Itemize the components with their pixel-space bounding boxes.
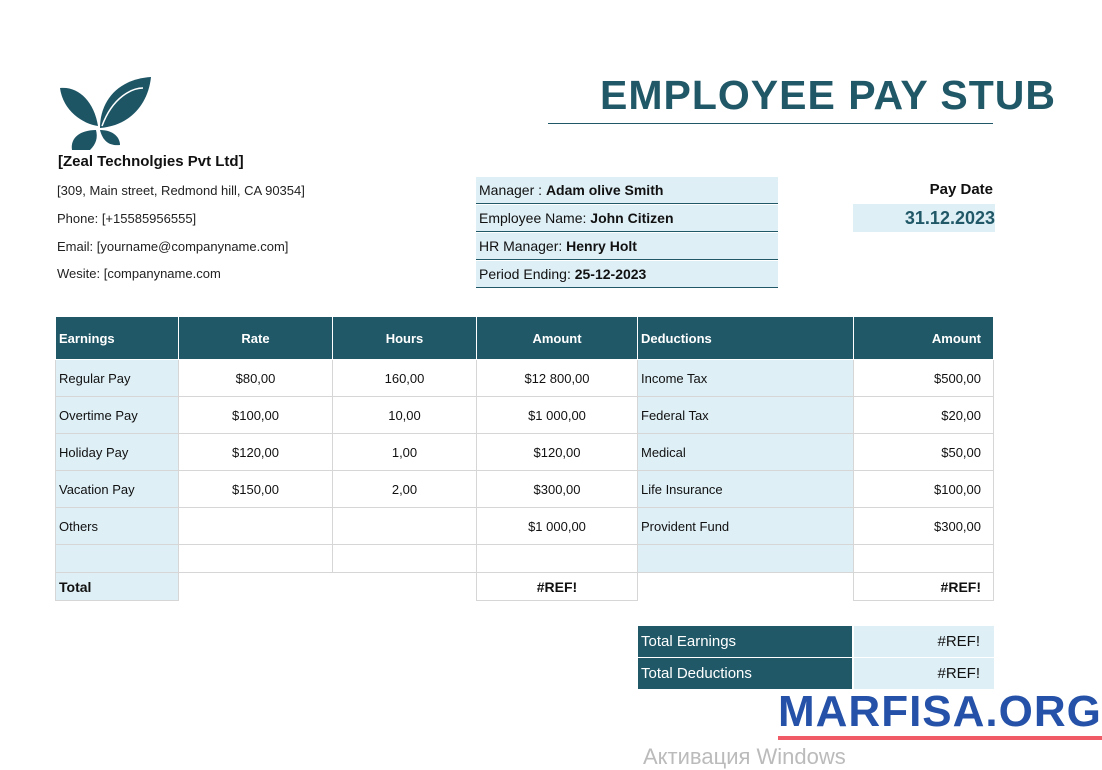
hours-cell: 1,00 [333, 434, 477, 471]
summary-total-earnings [638, 626, 994, 657]
amount-cell [477, 545, 638, 573]
hours-cell [333, 508, 477, 545]
hr-manager-label: HR Manager: [479, 238, 567, 254]
company-logo [58, 76, 153, 150]
total-label: Total [56, 573, 179, 601]
deduction-type-cell: Provident Fund [638, 508, 854, 545]
deduction-amount-cell: $300,00 [854, 508, 994, 545]
company-website: Wesite: [companyname.com [57, 266, 221, 281]
summary-value: #REF! [854, 658, 994, 689]
hours-cell: 160,00 [333, 360, 477, 397]
deduction-type-cell: Income Tax [638, 360, 854, 397]
table-header-row [56, 317, 994, 360]
deduction-type-cell: Medical [638, 434, 854, 471]
amount-cell: $300,00 [477, 471, 638, 508]
deduction-type-cell: Federal Tax [638, 397, 854, 434]
rate-cell [179, 508, 333, 545]
period-ending-field [476, 261, 778, 288]
table-row [56, 434, 994, 471]
earning-type-cell: Holiday Pay [56, 434, 179, 471]
header-earnings: Earnings [56, 317, 179, 360]
header-deduction-amount: Amount [854, 317, 994, 360]
rate-cell: $150,00 [179, 471, 333, 508]
deduction-type-cell: Life Insurance [638, 471, 854, 508]
table-row [56, 508, 994, 545]
pay-date-label: Pay Date [929, 181, 993, 198]
manager-value: Adam olive Smith [545, 182, 664, 198]
amount-cell: $1 000,00 [477, 508, 638, 545]
deduction-type-cell [638, 545, 854, 573]
deduction-amount-cell [854, 545, 994, 573]
table-row [56, 471, 994, 508]
table-row [56, 397, 994, 434]
document-title: EMPLOYEE PAY STUB [548, 72, 993, 124]
summary-label: Total Deductions [638, 658, 852, 689]
amount-cell: $12 800,00 [477, 360, 638, 397]
earning-type-cell [56, 545, 179, 573]
hr-manager-field [476, 233, 778, 260]
total-row [56, 573, 994, 601]
hours-cell: 10,00 [333, 397, 477, 434]
earning-type-cell: Vacation Pay [56, 471, 179, 508]
manager-field [476, 177, 778, 204]
company-email: Email: [yourname@companyname.com] [57, 239, 289, 254]
rate-cell: $100,00 [179, 397, 333, 434]
employee-name-label: Employee Name: [479, 210, 591, 226]
total-earnings-cell: #REF! [477, 573, 638, 601]
windows-activation-text: Активация Windows [643, 744, 846, 769]
period-ending-value: 25-12-2023 [574, 266, 647, 282]
hours-cell: 2,00 [333, 471, 477, 508]
hr-manager-value: Henry Holt [566, 238, 637, 254]
employee-name-field [476, 205, 778, 232]
employee-name-value: John Citizen [590, 210, 674, 226]
header-amount: Amount [477, 317, 638, 360]
earnings-deductions-table [55, 316, 994, 601]
rate-cell: $120,00 [179, 434, 333, 471]
rate-cell [179, 545, 333, 573]
deduction-amount-cell: $500,00 [854, 360, 994, 397]
company-name: [Zeal Technolgies Pvt Ltd] [58, 153, 244, 170]
header-rate: Rate [179, 317, 333, 360]
earning-type-cell: Others [56, 508, 179, 545]
manager-label: Manager : [479, 182, 546, 198]
header-deductions: Deductions [638, 317, 854, 360]
summary-total-deductions [638, 658, 994, 689]
amount-cell: $1 000,00 [477, 397, 638, 434]
rate-cell: $80,00 [179, 360, 333, 397]
table-row [56, 360, 994, 397]
earning-type-cell: Regular Pay [56, 360, 179, 397]
amount-cell: $120,00 [477, 434, 638, 471]
period-ending-label: Period Ending: [479, 266, 575, 282]
header-hours: Hours [333, 317, 477, 360]
company-phone: Phone: [+15585956555] [57, 211, 197, 226]
total-deductions-cell: #REF! [854, 573, 994, 601]
earning-type-cell: Overtime Pay [56, 397, 179, 434]
table-row [56, 545, 994, 573]
hours-cell [333, 545, 477, 573]
deduction-amount-cell: $50,00 [854, 434, 994, 471]
deduction-amount-cell: $20,00 [854, 397, 994, 434]
deduction-amount-cell: $100,00 [854, 471, 994, 508]
watermark-logo: MARFISA.ORG [778, 688, 1102, 740]
company-address: [309, Main street, Redmond hill, CA 90354] [57, 183, 305, 198]
summary-label: Total Earnings [638, 626, 852, 657]
pay-date-value: 31.12.2023 [853, 204, 995, 232]
summary-value: #REF! [854, 626, 994, 657]
